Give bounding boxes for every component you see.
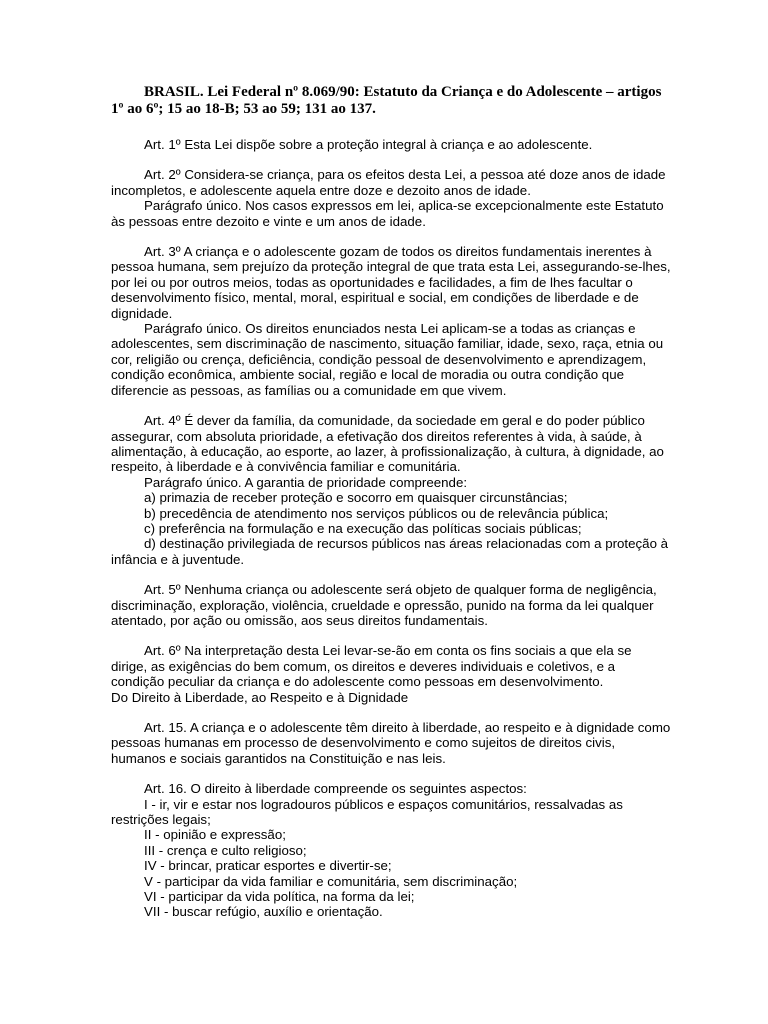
list-item: VI - participar da vida política, na forma da lei;	[144, 889, 415, 905]
article-2-text: Art. 2º Considera-se criança, para os efeitos desta Lei, a pessoa até doze anos de idade incompletos, e adolescente aquela entre doze e dezoito anos de idade.	[111, 167, 666, 198]
article-16-text: Art. 16. O direito à liberdade compreende os seguintes aspectos:	[144, 781, 527, 797]
list-item: VII - buscar refúgio, auxílio e orientação.	[144, 904, 383, 920]
document-page	[111, 84, 671, 935]
document-title: BRASIL. Lei Federal nº 8.069/90: Estatuto da Criança e do Adolescente – artigos 1º ao 6º; 15 ao 18-B; 53 ao 59; 131 ao 137.	[111, 84, 662, 117]
list-item: c) preferência na formulação e na execução das políticas sociais públicas;	[144, 520, 582, 536]
article-15-text: Art. 15. A criança e o adolescente têm direito à liberdade, ao respeito e à dignidade como pessoas humanas em processo de desenvolvimento e como sujeitos de direitos civis, humanos e sociais garantidos na Constituição e nas leis.	[111, 720, 671, 766]
article-2-paragraph: Parágrafo único. Nos casos expressos em lei, aplica-se excepcionalmente este Estatuto às pessoas entre dezoito e vinte e um anos de idade.	[111, 198, 664, 229]
list-item: V - participar da vida familiar e comunitária, sem discriminação;	[144, 873, 518, 889]
article-6	[111, 643, 671, 705]
list-item: III - crença e culto religioso;	[144, 842, 307, 858]
list-item: IV - brincar, praticar esportes e divertir-se;	[144, 858, 392, 874]
article-4	[111, 413, 671, 567]
chapter-heading: Do Direito à Liberdade, ao Respeito e à Dignidade	[111, 689, 409, 705]
article-5	[111, 582, 671, 628]
list-item: I - ir, vir e estar nos logradouros públicos e espaços comunitários, ressalvadas as restrições legais;	[111, 796, 623, 828]
list-item: a) primazia de receber proteção e socorro em quaisquer circunstâncias;	[144, 490, 568, 506]
article-4-paragraph: Parágrafo único. A garantia de prioridade compreende:	[144, 474, 468, 490]
list-item: b) precedência de atendimento nos serviços públicos ou de relevância pública;	[144, 505, 609, 521]
article-4-text: Art. 4º É dever da família, da comunidade, da sociedade em geral e do poder público assegurar, com absoluta prioridade, a efetivação dos direitos referentes à vida, à saúde, à alimentação, à educação, ao esporte, ao lazer, à profissionalização, à cultura, à dignidade, ao respeito, à liberdade e à convivência familiar e comunitária.	[111, 413, 664, 475]
article-2	[111, 167, 671, 229]
article-3-paragraph: Parágrafo único. Os direitos enunciados nesta Lei aplicam-se a todas as crianças e adolescentes, sem discriminação de nascimento, situação familiar, idade, sexo, raça, etnia ou cor, religião ou crença, deficiência, condição pessoal de desenvolvimento e aprendizagem, condição econômica, ambiente social, região e local de moradia ou outra condição que diferencie as pessoas, as famílias ou a comunidade em que vivem.	[111, 321, 664, 398]
article-1	[111, 137, 671, 152]
article-5-text: Art. 5º Nenhuma criança ou adolescente será objeto de qualquer forma de negligência, discriminação, exploração, violência, crueldade e opressão, punido na forma da lei qualquer atentado, por ação ou omissão, aos seus direitos fundamentais.	[111, 582, 657, 628]
article-1-text: Art. 1º Esta Lei dispõe sobre a proteção integral à criança e ao adolescente.	[144, 137, 593, 152]
list-item: II - opinião e expressão;	[144, 827, 286, 843]
article-16	[111, 781, 671, 920]
article-3	[111, 244, 671, 398]
list-item: d) destinação privilegiada de recursos públicos nas áreas relacionadas com a proteção à infância e à juventude.	[111, 536, 669, 567]
article-6-text: Art. 6º Na interpretação desta Lei levar-se-ão em conta os fins sociais a que ela se dirige, as exigências do bem comum, os direitos e deveres individuais e coletivos, e a condição peculiar da criança e do adolescente como pessoas em desenvolvimento.	[111, 643, 632, 690]
article-3-text: Art. 3º A criança e o adolescente gozam de todos os direitos fundamentais inerentes à pessoa humana, sem prejuízo da proteção integral de que trata esta Lei, assegurando-se-lhes, por lei ou por outros meios, todas as oportunidades e facilidades, a fim de lhes facultar o desenvolvimento físico, mental, moral, espiritual e social, em condições de liberdade e de dignidade.	[111, 244, 671, 321]
article-15	[111, 720, 671, 766]
